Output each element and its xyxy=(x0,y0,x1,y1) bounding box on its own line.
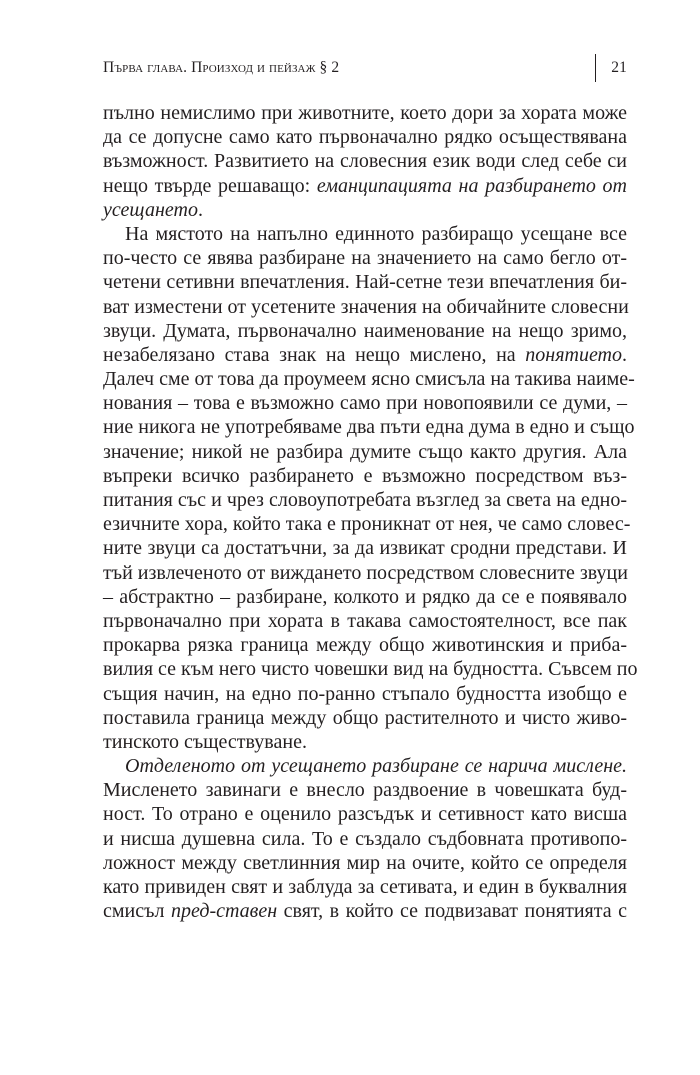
text-line xyxy=(103,754,627,778)
text-line: като привиден свят и заблуда за сетивата, и един в буквалния xyxy=(103,876,627,898)
text-line: питания със и чрез словоупотребата възглед за света на едно- xyxy=(103,489,627,511)
emphasis: усещането xyxy=(103,198,198,221)
emphasis: еманципацията на разбирането от xyxy=(316,174,627,197)
text-line: възможност. Развитието на словесния език води след себе си xyxy=(103,150,627,173)
text-line: въпреки всичко разбирането е възможно посредством въз- xyxy=(103,464,627,487)
text-line: същия начин, на едно по-ранно стъпало будността изобщо е xyxy=(103,682,627,705)
emphasis: Отделеното от усещането разбиране се нарича мислене. xyxy=(125,755,627,778)
text-line: нещо твърде решаващо: еманципацията на разбирането от xyxy=(103,174,627,197)
text-line: първоначално при хората в такава самостоятелност, все пак xyxy=(103,609,627,632)
text-line: смисъл пред-ставен свят, в който се подвизават понятията с xyxy=(103,900,628,923)
text-line: и нисша душевна сила. То е създало съдбовната противопо- xyxy=(103,827,627,850)
text-line: да се допусне само като първоначално рядко осъществявана xyxy=(103,126,627,149)
text-line: тъй извлеченото от виждането посредством словесните звуци xyxy=(103,561,628,584)
text-line: – абстрактно – разбиране, колкото и рядко да се е появявало xyxy=(103,585,627,608)
text-line: усещането. xyxy=(103,198,203,221)
text-line: незабелязано става знак на нещо мислено, на понятието. xyxy=(103,343,627,366)
emphasis: понятието xyxy=(525,343,622,366)
text-line: четени сетивни впечатления. Най-сетне тези впечатления би- xyxy=(103,271,627,294)
text-line: звуци. Думата, първоначално наименование на нещо зримо, xyxy=(103,319,627,342)
text-line: значение; никой не разбира думите също както другия. Ала xyxy=(103,440,627,463)
text-line: езичните хора, който така е проникнат от нея, че само словес- xyxy=(103,513,631,536)
running-head xyxy=(103,57,339,79)
text-line: пълно немислимо при животните, което дори за хората може xyxy=(103,102,627,124)
running-head-title: Първа глава. Произход и пейзаж xyxy=(103,59,320,76)
text-line: по-често се явява разбиране на значението на само бегло от- xyxy=(103,247,627,270)
text-line: ложност между светлинния мир на очите, който се определя xyxy=(103,851,627,874)
text-line: тинското съществуване. xyxy=(103,730,307,753)
text-line: нования – това е възможно само при новопоявили се думи, – xyxy=(103,392,627,415)
text-line: На мястото на напълно единното разбиращо усещане все xyxy=(125,222,627,245)
text-line: Мисленето завинаги е внесло раздвоение в човешката буд- xyxy=(103,779,627,802)
text-line: ните звуци са достатъчни, за да извикат сродни представи. И xyxy=(103,537,627,560)
text-line: ват изместени от усетените значения на обичайните словесни xyxy=(103,295,629,318)
emphasis: пред-ставен xyxy=(170,900,278,923)
text-line: Далеч сме от това да проумеем ясно смисъла на такива наиме- xyxy=(103,368,635,391)
page-number: 21 xyxy=(611,59,627,76)
text-line: ност. То отрано е оценило разсъдък и сетивност като висша xyxy=(103,803,627,826)
running-head-section: § 2 xyxy=(319,59,340,76)
text-line: поставила граница между общо растителното и чисто живо- xyxy=(103,706,627,729)
text-line: прокарва рязка граница между общо животинския и прибa- xyxy=(103,634,627,657)
body-text xyxy=(103,101,638,923)
folio-divider xyxy=(595,54,596,82)
text-line: ние никога не употребяваме два пъти една дума в едно и също xyxy=(103,416,635,439)
text-line: вилия се към него чисто човешки вид на будността. Съвсем по xyxy=(103,658,638,681)
page-header xyxy=(103,57,630,85)
